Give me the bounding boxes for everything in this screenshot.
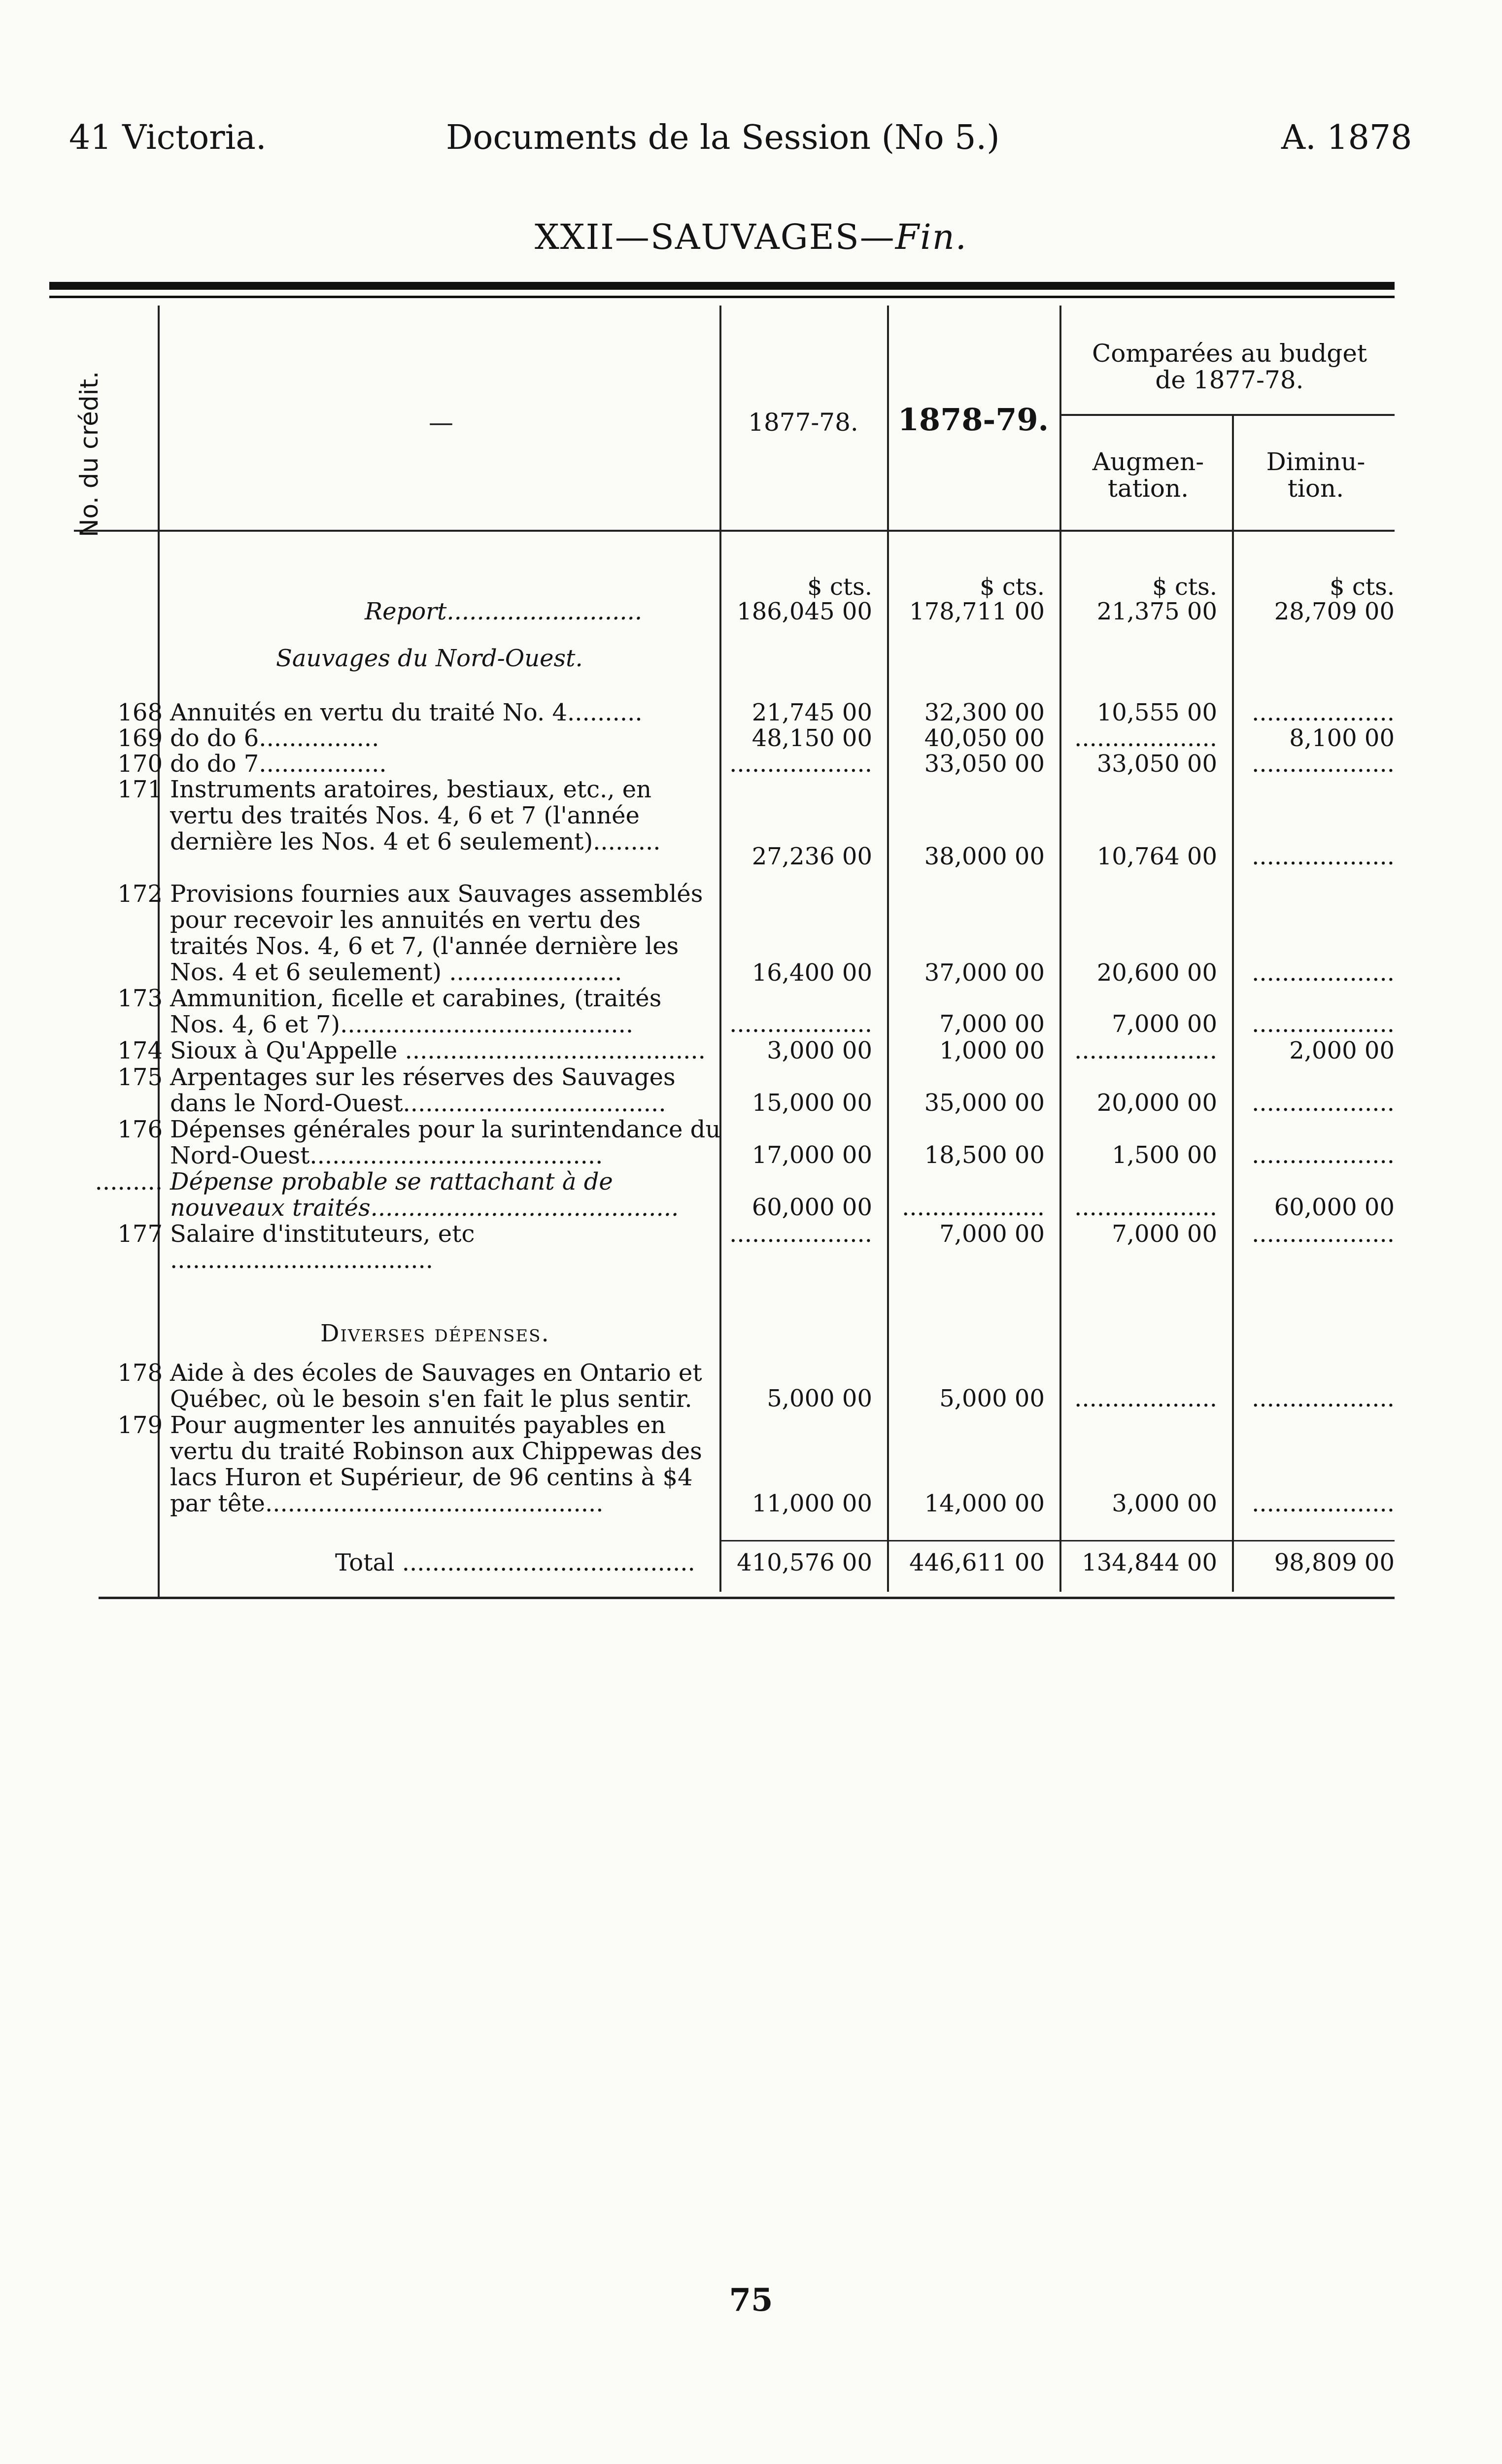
credit-number: 177 (117, 1220, 163, 1248)
title-suffix: Fin. (895, 217, 968, 257)
header-bottom-rule (74, 530, 1395, 532)
amount-1877-78: 3,000 00 (767, 1037, 872, 1064)
amount-1878-79: 7,000 00 (939, 1010, 1045, 1038)
amount-1877-78: 17,000 00 (751, 1141, 872, 1169)
amount-1877-78: 60,000 00 (751, 1194, 872, 1221)
amount-1878-79: 18,500 00 (924, 1141, 1045, 1169)
running-header-left: 41 Victoria. (69, 118, 267, 157)
amount-1878-79: 5,000 00 (939, 1385, 1045, 1412)
col-divider-c2 (1059, 306, 1061, 1592)
amount-1878-79: 38,000 00 (924, 843, 1045, 870)
amount-augmentation: 7,000 00 (1112, 1010, 1217, 1038)
amount-diminution: 2,000 00 (1289, 1037, 1395, 1064)
item-description: Dépense probable se rattachant à de nouveaux traités......................................... (170, 1168, 679, 1222)
report-c2: 178,711 00 (909, 598, 1045, 625)
total-c2: 446,611 00 (909, 1549, 1045, 1576)
amount-1878-79: ................... (902, 1194, 1045, 1221)
amount-diminution: ................... (1252, 1141, 1395, 1169)
amount-1877-78: 11,000 00 (751, 1490, 872, 1517)
item-description: Salaire d'instituteurs, etc ................................... (170, 1220, 475, 1274)
top-rule-thin (49, 296, 1395, 298)
section-heading-nord-ouest: Sauvages du Nord-Ouest. (276, 645, 583, 672)
amount-1877-78: 5,000 00 (767, 1385, 872, 1412)
amount-augmentation: 10,555 00 (1096, 699, 1217, 726)
total-leader-dots: ....................................... (402, 1549, 695, 1576)
report-label-text: Report (365, 598, 447, 625)
running-header-right: A. 1878 (1281, 118, 1412, 157)
col-header-1878: 1878-79. (897, 402, 1049, 438)
amount-1878-79: 1,000 00 (939, 1037, 1045, 1064)
amount-diminution: ................... (1252, 1220, 1395, 1248)
amount-1877-78: 15,000 00 (751, 1089, 872, 1117)
amount-1878-79: 32,300 00 (924, 699, 1045, 726)
item-description: Aide à des écoles de Sauvages en Ontario et Québec, où le besoin s'en fait le plus sentir. (170, 1359, 702, 1413)
amount-1877-78: ................... (729, 1010, 872, 1038)
item-description: Provisions fournies aux Sauvages assemblés pour recevoir les annuités en vertu des traités Nos. 4, 6 et 7, (l'année dernière les Nos. 4 et 6 seulement) ....................... (170, 880, 703, 986)
report-leader-dots: .......................... (446, 598, 643, 625)
amount-diminution: 60,000 00 (1274, 1194, 1395, 1221)
amount-augmentation: 33,050 00 (1096, 750, 1217, 778)
amount-diminution: ................... (1252, 699, 1395, 726)
running-header-center: Documents de la Session (No 5.) (446, 118, 1000, 157)
compare-underline (1059, 414, 1395, 416)
item-description: Instruments aratoires, bestiaux, etc., en vertu des traités Nos. 4, 6 et 7 (l'année dernière les Nos. 4 et 6 seulement)......... (170, 776, 661, 856)
credit-number: 171 (117, 776, 163, 803)
item-description: Ammunition, ficelle et carabines, (traités Nos. 4, 6 et 7)....................................... (170, 985, 662, 1038)
report-c1: 186,045 00 (737, 598, 872, 625)
credit-number: 176 (117, 1116, 163, 1143)
amount-diminution: ................... (1252, 1385, 1395, 1412)
report-c3: 21,375 00 (1096, 598, 1217, 625)
item-description: Arpentages sur les réserves des Sauvages dans le Nord-Ouest................................... (170, 1063, 676, 1117)
amount-1878-79: 33,050 00 (924, 750, 1045, 778)
total-label (335, 1550, 695, 1575)
amount-diminution: ................... (1252, 1490, 1395, 1517)
amount-augmentation: 3,000 00 (1112, 1490, 1217, 1517)
col-header-1877: 1877-78. (748, 408, 858, 437)
amount-1878-79: 40,050 00 (924, 724, 1045, 752)
amount-augmentation: 20,000 00 (1096, 1089, 1217, 1117)
amount-augmentation: 10,764 00 (1096, 843, 1217, 870)
amount-diminution: ................... (1252, 1089, 1395, 1117)
amount-1878-79: 37,000 00 (924, 959, 1045, 987)
item-description: Sioux à Qu'Appelle ........................................ (170, 1037, 706, 1064)
item-description: Dépenses générales pour la surintendance du Nord-Ouest....................................... (170, 1116, 721, 1169)
credit-number: 169 (117, 724, 163, 752)
total-label-text: Total (335, 1549, 395, 1576)
amount-1877-78: 48,150 00 (751, 724, 872, 752)
col-header-credit-no: No. du crédit. (75, 371, 103, 537)
credit-number: 172 (117, 880, 163, 908)
amount-diminution: ................... (1252, 843, 1395, 870)
amount-1878-79: 35,000 00 (924, 1089, 1045, 1117)
col-divider-credit (158, 306, 160, 1597)
amount-augmentation: ................... (1074, 724, 1217, 752)
col-header-description: — (429, 408, 453, 437)
report-c4: 28,709 00 (1274, 598, 1395, 625)
total-c1: 410,576 00 (737, 1549, 872, 1576)
credit-number: 168 (117, 699, 163, 726)
item-description: Pour augmenter les annuités payables en vertu du traité Robinson aux Chippewas des lacs Huron et Supérieur, de 96 centins à $4 par tête............................................. (170, 1411, 702, 1517)
col-divider-c3 (1232, 414, 1234, 1592)
amount-1878-79: 14,000 00 (924, 1490, 1045, 1517)
col-header-diminution: Diminu-tion. (1266, 447, 1365, 503)
col-header-augmentation: Augmen-tation. (1092, 447, 1204, 503)
col-divider-c1 (887, 306, 889, 1592)
amount-1877-78: 16,400 00 (751, 959, 872, 987)
unit-c3: $ cts. (1152, 573, 1217, 601)
credit-number: 178 (117, 1359, 163, 1387)
amount-1877-78: 21,745 00 (751, 699, 872, 726)
unit-c2: $ cts. (980, 573, 1045, 601)
credit-number: 173 (117, 985, 163, 1012)
total-c3: 134,844 00 (1082, 1549, 1217, 1576)
amount-diminution: ................... (1252, 1010, 1395, 1038)
total-c4: 98,809 00 (1274, 1549, 1395, 1576)
amount-1877-78: 27,236 00 (751, 843, 872, 870)
col-header-compare: Comparées au budget de 1877-78. (1092, 339, 1367, 394)
total-rule (719, 1540, 1395, 1541)
credit-number: 174 (117, 1037, 163, 1064)
bottom-rule (99, 1597, 1395, 1599)
amount-diminution: 8,100 00 (1289, 724, 1395, 752)
credit-number: ......... (95, 1168, 163, 1196)
report-label (365, 599, 642, 624)
unit-c4: $ cts. (1330, 573, 1395, 601)
page-number: 75 (729, 2282, 773, 2319)
credit-number: 179 (117, 1411, 163, 1439)
item-description: do do 6................ (170, 724, 379, 752)
amount-augmentation: 20,600 00 (1096, 959, 1217, 987)
amount-1878-79: 7,000 00 (939, 1220, 1045, 1248)
amount-augmentation: ................... (1074, 1194, 1217, 1221)
amount-augmentation: ................... (1074, 1385, 1217, 1412)
credit-number: 170 (117, 750, 163, 778)
page-title (0, 217, 1502, 257)
credit-number: 175 (117, 1063, 163, 1091)
item-description: Annuités en vertu du traité No. 4.......... (170, 699, 643, 726)
amount-augmentation: 1,500 00 (1112, 1141, 1217, 1169)
amount-augmentation: 7,000 00 (1112, 1220, 1217, 1248)
section-heading-diverses: Diverses dépenses. (320, 1320, 550, 1347)
amount-augmentation: ................... (1074, 1037, 1217, 1064)
amount-1877-78: ................... (729, 750, 872, 778)
item-description: do do 7................. (170, 750, 387, 778)
unit-c1: $ cts. (807, 573, 872, 601)
top-rule-thick (49, 282, 1395, 290)
title-main: XXII—SAUVAGES— (534, 217, 895, 257)
amount-1877-78: ................... (729, 1220, 872, 1248)
amount-diminution: ................... (1252, 959, 1395, 987)
amount-diminution: ................... (1252, 750, 1395, 778)
